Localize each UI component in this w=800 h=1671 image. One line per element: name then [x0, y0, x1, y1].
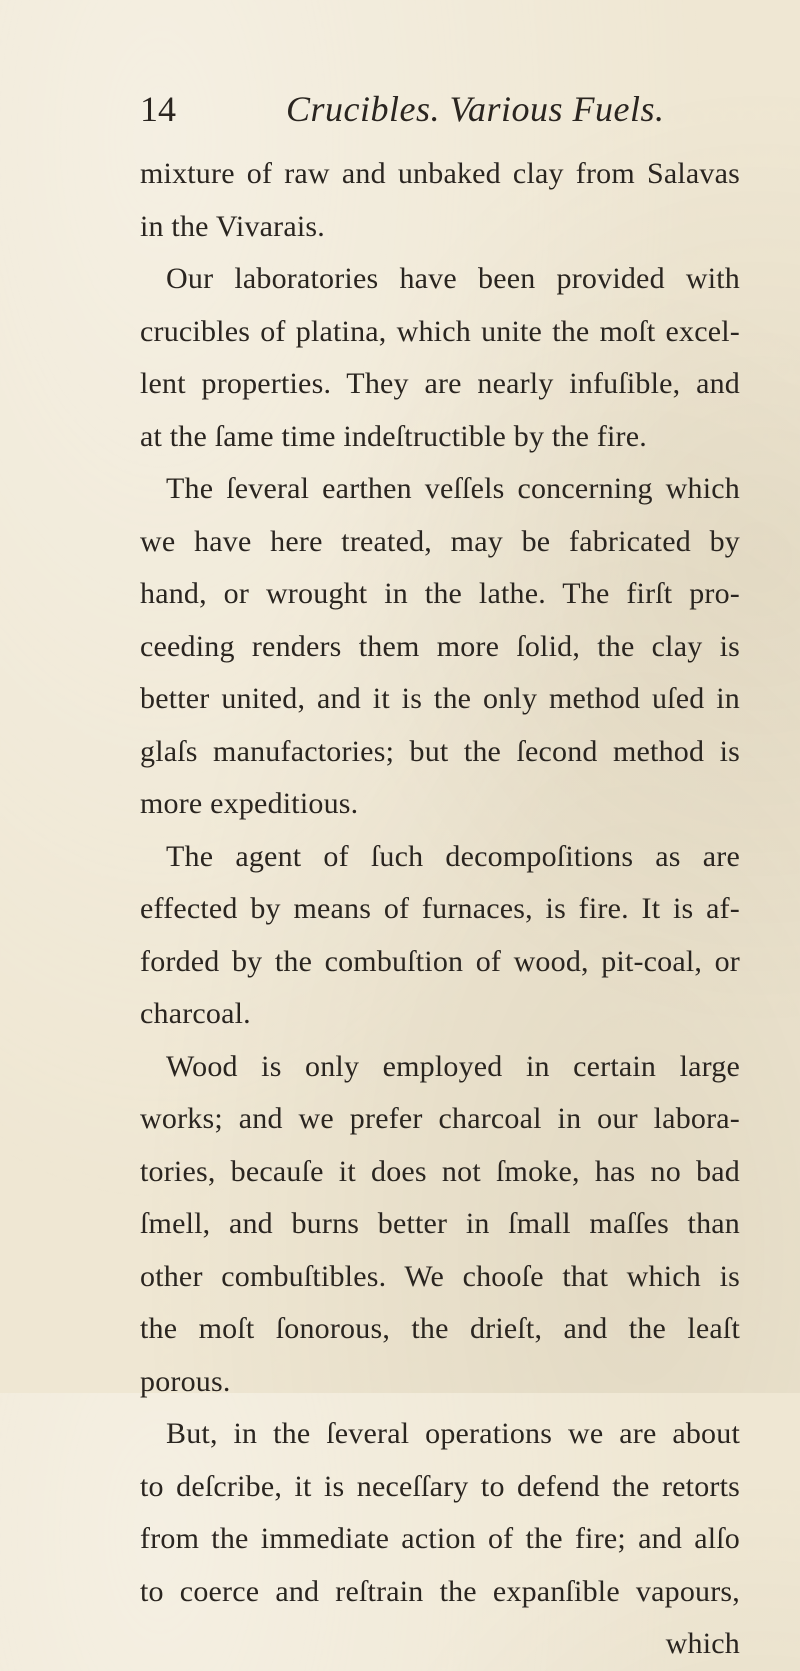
text-line: works; and we prefer charcoal in our labora- [140, 1102, 740, 1135]
text-line: charcoal. [140, 997, 251, 1030]
body-text [140, 148, 740, 1671]
text-line: The ſeveral earthen veſſels concerning which [166, 472, 740, 505]
text-line: the moſt ſonorous, the drieſt, and the leaſt [140, 1312, 740, 1345]
text-line: hand, or wrought in the lathe. The firſt pro- [140, 577, 740, 610]
text-line: we have here treated, may be fabricated by [140, 524, 740, 558]
text-line: effected by means of furnaces, is fire. It is af- [140, 892, 740, 925]
running-title: Crucibles. Various Fuels. [286, 89, 665, 129]
text-line: to coerce and reſtrain the expanſible vapours, [140, 1574, 740, 1608]
text-line: Our laboratories have been provided with [166, 262, 740, 295]
text-line: better united, and it is the only method uſed in [140, 682, 740, 715]
text-line: ſmell, and burns better in ſmall maſſes than [140, 1207, 740, 1240]
text-line: to deſcribe, it is neceſſary to defend the retorts [140, 1469, 740, 1503]
page-header [140, 88, 760, 138]
text-line: crucibles of platina, which unite the moſt excel- [140, 314, 740, 348]
text-line: But, in the ſeveral operations we are about [166, 1417, 740, 1450]
text-line: other combuſtibles. We chooſe that which is [140, 1259, 740, 1293]
text-line: ceeding renders them more ſolid, the clay is [140, 629, 740, 663]
text-line: at the ſame time indeſtructible by the fire. [140, 419, 647, 453]
catchword: which [665, 1627, 740, 1660]
text-line: more expeditious. [140, 787, 359, 820]
text-line: forded by the combuſtion of wood, pit-coal, or [140, 944, 740, 978]
text-line: glaſs manufactories; but the ſecond method is [140, 734, 740, 768]
text-line: from the immediate action of the fire; and alſo [140, 1522, 740, 1555]
text-line: in the Vivarais. [140, 209, 325, 243]
text-line: tories, becauſe it does not ſmoke, has no bad [140, 1154, 740, 1188]
text-line: Wood is only employed in certain large [166, 1049, 740, 1083]
text-line: porous. [140, 1364, 231, 1398]
text-line: mixture of raw and unbaked clay from Salavas [140, 157, 740, 190]
page-number: 14 [140, 89, 176, 129]
text-line: lent properties. They are nearly infuſible, and [140, 367, 740, 400]
text-line: The agent of ſuch decompoſitions as are [166, 839, 740, 873]
